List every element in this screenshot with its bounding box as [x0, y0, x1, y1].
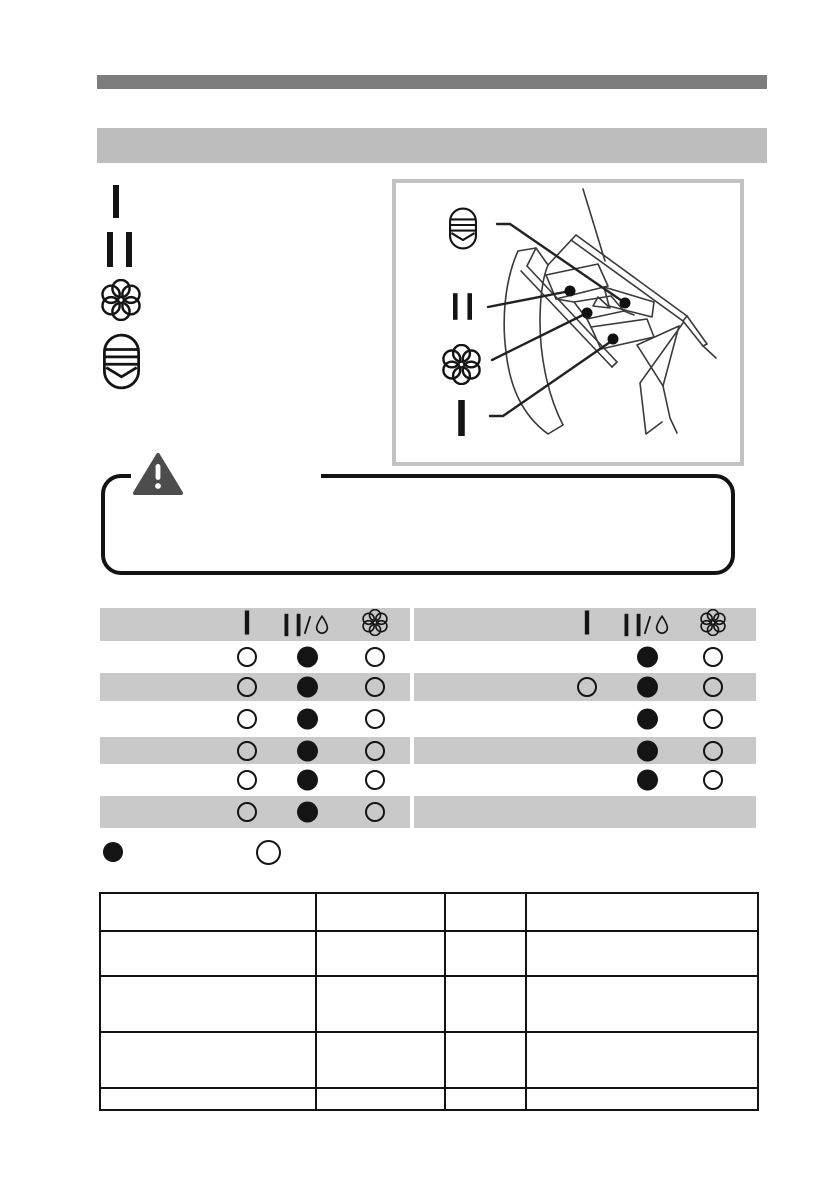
spec-table-cell: [100, 1032, 316, 1088]
subsection-title-bar: [97, 128, 767, 163]
selected-dot: [297, 677, 318, 698]
compartment-i-icon: [585, 610, 590, 634]
compartment-ii-or-droplet-icon-group: [285, 613, 330, 637]
dot-table-row: [100, 796, 410, 828]
spec-table-cell: [445, 893, 526, 931]
compartment-ii-icon: [625, 613, 641, 637]
dot-table-row: [100, 764, 410, 796]
detergent-drawer-diagram: [392, 179, 744, 466]
slash-icon: [644, 614, 652, 636]
warning-note-box: [101, 474, 735, 575]
dot-table-row: [100, 737, 410, 764]
compartment-ii-icon: [285, 613, 301, 637]
dot-table-row: [100, 641, 410, 673]
dot-table-row: [414, 673, 756, 701]
unselected-dot: [365, 770, 385, 790]
compartment-ii-icon: [107, 232, 132, 267]
unselected-dot: [577, 677, 597, 697]
legend-empty-circle: [256, 840, 281, 865]
spec-table-cell: [100, 976, 316, 1032]
spec-table-cell: [316, 1032, 445, 1088]
spec-table-cell: [316, 976, 445, 1032]
section-title-bar: [97, 75, 767, 89]
unselected-dot: [703, 677, 723, 697]
selected-dot: [637, 677, 658, 698]
slash-icon: [304, 614, 312, 636]
unselected-dot: [237, 770, 257, 790]
spec-table-cell: [445, 1032, 526, 1088]
unselected-dot: [237, 741, 257, 761]
spec-table-cell: [100, 931, 316, 976]
selected-dot: [297, 709, 318, 730]
spec-table-cell: [316, 893, 445, 931]
detergent-drawer-icon: [103, 333, 140, 390]
selected-dot: [637, 647, 658, 668]
spec-table-cell: [526, 1088, 758, 1110]
spec-table-cell: [100, 1088, 316, 1110]
dot-table-row: [414, 737, 756, 764]
warning-triangle-icon: [132, 452, 184, 496]
selected-dot: [637, 709, 658, 730]
spec-table-cell: [445, 1088, 526, 1110]
compartment-i-icon: [113, 185, 119, 218]
dot-table-header: [414, 608, 756, 641]
dot-table-row: [414, 764, 756, 796]
spec-table-cell: [100, 893, 316, 931]
dot-table-header: [100, 608, 410, 641]
unselected-dot: [703, 770, 723, 790]
spec-table-cell: [526, 976, 758, 1032]
selected-dot: [297, 770, 318, 791]
unselected-dot: [703, 647, 723, 667]
softener-flower-icon: [100, 279, 142, 321]
spec-table: [99, 892, 759, 1111]
spec-table-cell: [526, 1032, 758, 1088]
softener-flower-icon: [700, 609, 727, 636]
unselected-dot: [703, 741, 723, 761]
unselected-dot: [237, 647, 257, 667]
selected-dot: [297, 647, 318, 668]
spec-table-cell: [316, 931, 445, 976]
spec-table-cell: [526, 893, 758, 931]
spec-table-cell: [445, 931, 526, 976]
program-dot-table-right: [414, 608, 756, 828]
dot-table-row: [414, 701, 756, 737]
spec-table-cell: [445, 976, 526, 1032]
unselected-dot: [365, 709, 385, 729]
unselected-dot: [365, 647, 385, 667]
dot-table-row: [414, 796, 756, 828]
selected-dot: [297, 740, 318, 761]
spec-table-cell: [526, 931, 758, 976]
unselected-dot: [365, 741, 385, 761]
spec-table-cell: [316, 1088, 445, 1110]
unselected-dot: [365, 802, 385, 822]
selected-dot: [637, 740, 658, 761]
unselected-dot: [365, 677, 385, 697]
compartment-i-icon: [245, 610, 250, 634]
droplet-icon: [655, 615, 670, 634]
program-dot-table-left: [100, 608, 410, 828]
selected-dot: [637, 770, 658, 791]
dot-table-row: [100, 673, 410, 701]
compartment-ii-or-droplet-icon-group: [625, 613, 670, 637]
unselected-dot: [703, 709, 723, 729]
unselected-dot: [237, 709, 257, 729]
droplet-icon: [315, 615, 330, 634]
dot-table-row: [100, 701, 410, 737]
selected-dot: [297, 802, 318, 823]
unselected-dot: [237, 802, 257, 822]
legend-filled-circle: [103, 842, 123, 862]
drawer-illustration: [400, 187, 744, 466]
dot-table-row: [414, 641, 756, 673]
softener-flower-icon: [362, 609, 389, 636]
unselected-dot: [237, 677, 257, 697]
callout-lines: [488, 224, 625, 416]
